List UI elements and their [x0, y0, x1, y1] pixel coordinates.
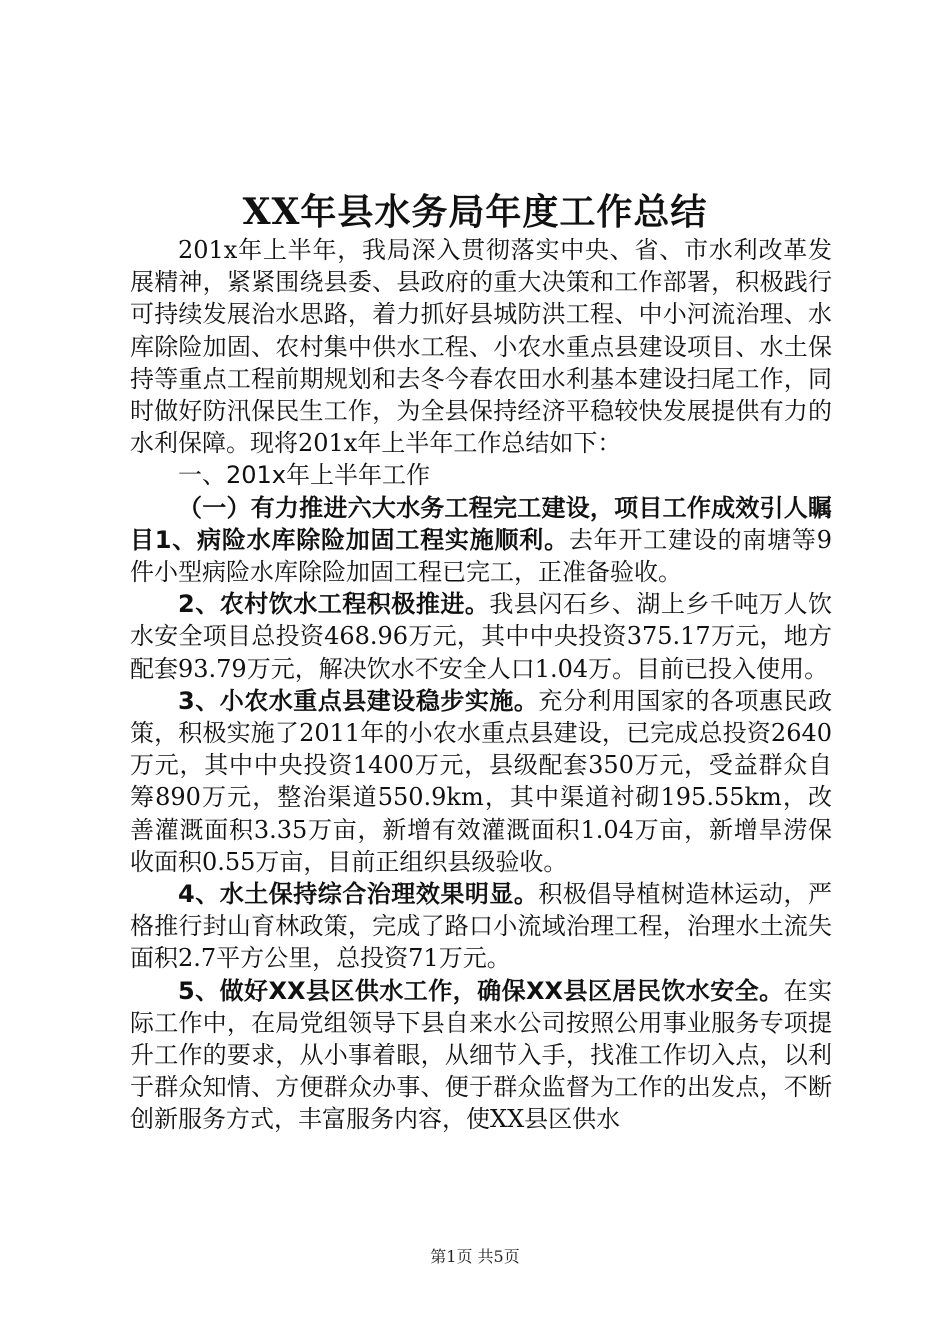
item-4-text: 积极倡导植树造林运动，严格推行封山育林政策，完成了路口小流域治理工程，治理水土流失面积2.7平方公里，总投资71万元。: [130, 880, 832, 973]
item-4-lead: 4、水土保持综合治理效果明显。: [178, 880, 539, 909]
document-title: XX年县水务局年度工作总结: [242, 191, 708, 233]
document-body: [130, 234, 832, 1136]
subsection-text: 去年开工建设的南塘等9件小型病险水库除险加固工程已完工，正准备验收。: [130, 525, 832, 587]
item-2-lead: 2、农村饮水工程积极推进。: [178, 590, 490, 619]
item-3-text: 充分利用国家的各项惠民政策，积极实施了2011年的小农水重点县建设，已完成总投资2640万元，其中中央投资1400万元，县级配套350万元，受益群众自筹890万元，整治渠道550.9km，其中渠道衬砌195.55km，改善灌溉面积3.35万亩，新增有效灌溉面积1.04万亩，新增旱涝保收面积0.55万亩，目前正组织县级验收。: [130, 686, 832, 876]
section-heading: 一、201x年上半年工作: [178, 461, 431, 490]
page-footer: 第1页 共5页: [430, 1247, 520, 1266]
item-3-paragraph: [130, 685, 832, 878]
subsection-lead: （一）有力推进六大水务工程完工建设，项目工作成效引人瞩目1、病险水库除险加固工程实施顺利。: [130, 493, 832, 554]
item-2-paragraph: [130, 588, 832, 685]
item-5-text: 在实际工作中，在局党组领导下县自来水公司按照公用事业服务专项提升工作的要求，从小事着眼，从细节入手，找准工作切入点，以利于群众知情、方便群众办事、便于群众监督为工作的出发点，不断创新服务方式，丰富服务内容，使XX县区供水: [130, 976, 832, 1134]
item-3-lead: 3、小农水重点县建设稳步实施。: [178, 686, 539, 715]
intro-paragraph: 201x年上半年，我局深入贯彻落实中央、省、市水利改革发展精神，紧紧围绕县委、县政府的重大决策和工作部署，积极践行可持续发展治水思路，着力抓好县城防洪工程、中小河流治理、水库除险加固、农村集中供水工程、小农水重点县建设项目、水土保持等重点工程前期规划和去冬今春农田水利基本建设扫尾工作，同时做好防汛保民生工作，为全县保持经济平稳较快发展提供有力的水利保障。现将201x年上半年工作总结如下：: [130, 236, 832, 458]
item-4-paragraph: [130, 878, 832, 975]
item-2-text: 我县闪石乡、湖上乡千吨万人饮水安全项目总投资468.96万元，其中中央投资375.17万元，地方配套93.79万元，解决饮水不安全人口1.04万。目前已投入使用。: [130, 590, 833, 683]
subsection-paragraph: [130, 492, 832, 589]
item-5-paragraph: [130, 975, 832, 1136]
item-5-lead: 5、做好XX县区供水工作，确保XX县区居民饮水安全。: [178, 976, 784, 1005]
